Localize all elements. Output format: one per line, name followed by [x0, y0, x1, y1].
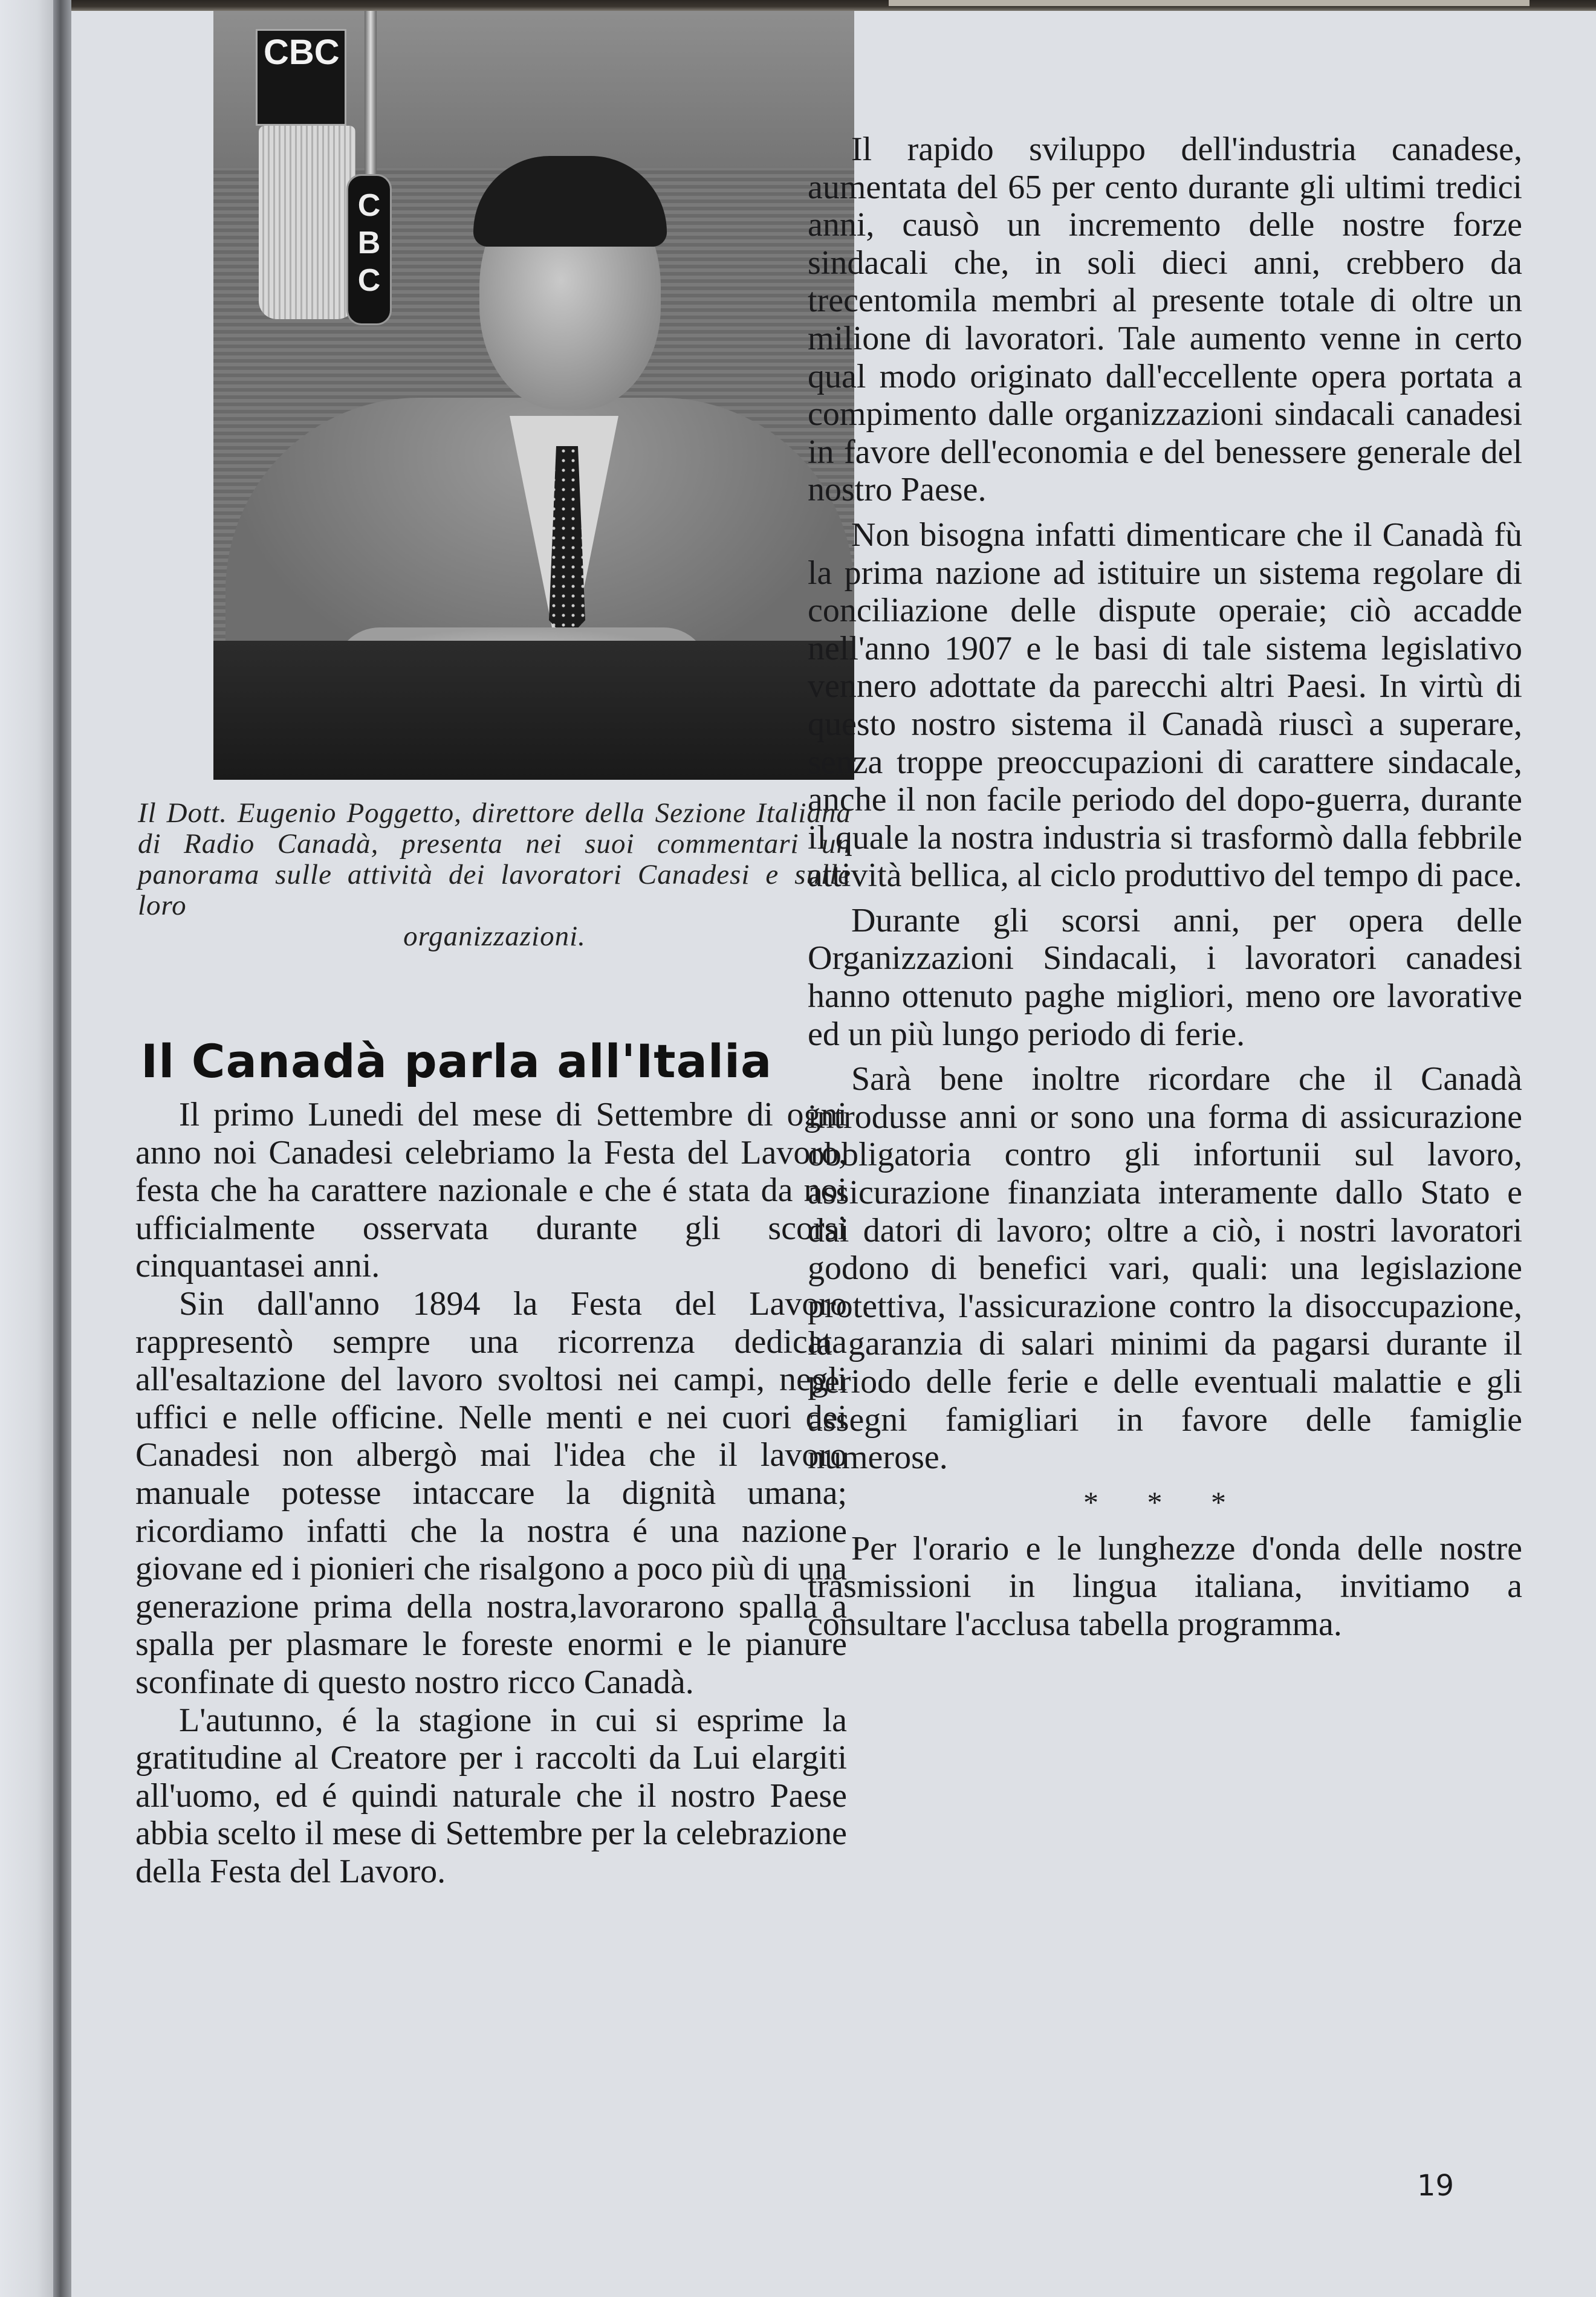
paragraph: Il rapido sviluppo dell'industria canadese, aumentata del 65 per cento durante gli ultimi tredici anni, causò un incremento delle nostre forze sindacali che, in soli dieci anni, crebbero da trecentomila membri al presente totale di oltre un milione di lavoratori. Tale aumento venne in certo qual modo originato dall'eccellente opera portata a compimento dalle organizzazioni sindacali canadesi in favore dell'economia e del benessere generale del nostro Paese.	[808, 131, 1522, 509]
top-edge-highlight	[889, 0, 1529, 6]
desk-shape	[213, 641, 854, 780]
microphone-icon	[256, 11, 389, 337]
hair-shape	[473, 156, 667, 247]
mic-plate-label: CBC	[256, 29, 346, 126]
paragraph: Non bisogna infatti dimenticare che il Canadà fù la prima nazione ad istituire un sistema regolare di conciliazione delle dispute operaie; ciò accadde nell'anno 1907 e le basi di tale sistema legislativo vennero adottate da parecchi altri Paesi. In virtù di questo nostro sistema il Canadà riuscì a superare, senza troppe preoccupazioni di carattere sindacale, anche il non facile periodo del dopo-guerra, durante il quale la nostra industria si trasformò dalla febbrile attività bellica, al ciclo produttivo del tempo di pace.	[808, 516, 1522, 895]
photo-caption	[138, 798, 851, 952]
paragraph: Il primo Lunedi del mese di Settembre di ogni anno noi Canadesi celebriamo la Festa del Lavoro, festa che ha carattere nazionale e che é stata da noi ufficialmente osservata durante gli scorsi cinquantasei anni.	[135, 1096, 847, 1285]
paragraph: Durante gli scorsi anni, per opera delle Organizzazioni Sindacali, i lavoratori canadesi hanno ottenuto paghe migliori, meno ore lavorative ed un più lungo periodo di ferie.	[808, 901, 1522, 1053]
page-number: 19	[1417, 2169, 1455, 2203]
caption-last-line: organizzazioni.	[403, 921, 586, 952]
closing-paragraph: Per l'orario e le lunghezze d'onda delle nostre trasmissioni in lingua italiana, invitiamo a consultare l'acclusa tabella programma.	[808, 1529, 1522, 1643]
section-separator: * * *	[1083, 1485, 1247, 1519]
previous-page-edge	[0, 0, 53, 2297]
mic-side-label: CBC	[346, 174, 392, 325]
mic-grille	[259, 126, 355, 319]
book-binding	[53, 0, 71, 2297]
left-column	[135, 1096, 847, 1890]
paragraph: Sin dall'anno 1894 la Festa del Lavoro rappresentò sempre una ricorrenza dedicata all'esaltazione del lavoro svoltosi nei campi, negli uffici e nelle officine. Nelle menti e nei cuori dei Canadesi non albergò mai l'idea che il lavoro manuale potesse intaccare la dignità umana; ricordiamo infatti che la nostra é una nazione giovane ed i pionieri che risalgono a poco più di una generazione prima della nostra,lavorarono spalla a spalla per plasmare le foreste enormi e le pianure sconfinate di questo nostro ricco Canadà.	[135, 1285, 847, 1701]
portrait-photo	[213, 11, 854, 780]
article-title: Il Canadà parla all'Italia	[141, 1034, 773, 1088]
right-column	[808, 131, 1522, 1644]
paragraph: Sarà bene inoltre ricordare che il Canadà introdusse anni or sono una forma di assicurazione obbligatoria contro gli infortunii sul lavoro, assicurazione finanziata interamente dallo Stato e dai datori di lavoro; oltre a ciò, i nostri lavoratori godono di benefici vari, quali: una legislazione protettiva, l'assicurazione contro la disoccupazione, la garanzia di salari minimi da pagarsi durante il periodo delle ferie e delle eventuali malattie e gli assegni famigliari in favore delle famiglie numerose.	[808, 1060, 1522, 1477]
caption-text: Il Dott. Eugenio Poggetto, direttore della Sezione Italiana di Radio Canadà, presenta nei suoi commentari un panorama sulle attività dei lavoratori Canadesi e sulle loro	[138, 797, 851, 921]
top-edge-shadow	[71, 0, 1596, 11]
magazine-page	[71, 11, 1596, 2297]
paragraph: L'autunno, é la stagione in cui si esprime la gratitudine al Creatore per i raccolti da Lui elargiti all'uomo, ed é quindi naturale che il nostro Paese abbia scelto il mese di Settembre per la celebrazione della Festa del Lavoro.	[135, 1701, 847, 1890]
mic-rod	[365, 11, 377, 180]
